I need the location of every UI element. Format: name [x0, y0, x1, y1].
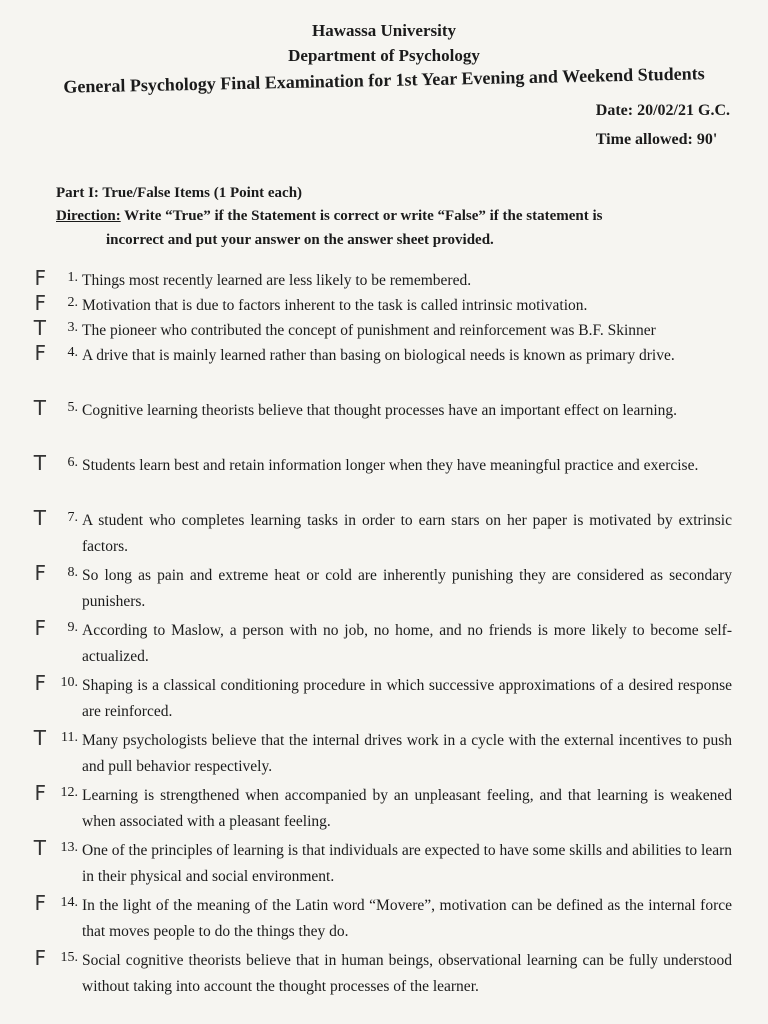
question-number: 12.	[60, 785, 78, 800]
question-text: In the light of the meaning of the Latin word “Movere”, motivation can be defined as the internal force that moves people to do the things they do.	[82, 897, 732, 940]
handwritten-answer-mark: F	[34, 671, 46, 695]
handwritten-answer-mark: F	[34, 616, 46, 640]
question-number: 2.	[67, 295, 78, 310]
question-number: 5.	[67, 400, 78, 415]
exam-header	[0, 0, 768, 97]
handwritten-answer-mark: F	[34, 266, 46, 290]
question-number: 13.	[60, 840, 78, 855]
question-text: Motivation that is due to factors inherent to the task is called intrinsic motivation.	[82, 297, 588, 314]
question-number: 6.	[67, 455, 78, 470]
question-number: 8.	[67, 565, 78, 580]
question-item	[0, 948, 768, 1003]
question-item	[0, 783, 768, 838]
handwritten-answer-mark: F	[34, 291, 46, 315]
question-item	[0, 453, 768, 508]
question-text: The pioneer who contributed the concept of punishment and reinforcement was B.F. Skinner	[82, 322, 656, 339]
question-text: Things most recently learned are less likely to be remembered.	[82, 272, 472, 289]
handwritten-answer-mark: F	[34, 946, 46, 970]
question-number: 14.	[60, 895, 78, 910]
part-one	[56, 182, 728, 252]
question-text: According to Maslow, a person with no job, no home, and no friends is more likely to become self-actualized.	[82, 622, 732, 665]
question-item	[0, 893, 768, 948]
question-number: 9.	[67, 620, 78, 635]
handwritten-answer-mark: F	[34, 891, 46, 915]
question-text: A student who completes learning tasks in order to earn stars on her paper is motivated by extrinsic factors.	[82, 512, 732, 555]
question-number: 4.	[67, 345, 78, 360]
handwritten-answer-mark: T	[33, 451, 46, 475]
direction-continuation: incorrect and put your answer on the answer sheet provided.	[106, 232, 494, 248]
question-number: 7.	[67, 510, 78, 525]
direction	[56, 204, 728, 252]
question-item	[0, 563, 768, 618]
department-name: Department of Psychology	[288, 46, 480, 65]
handwritten-answer-mark: T	[33, 836, 46, 860]
question-item	[0, 398, 768, 453]
exam-date: Date: 20/02/21 G.C.	[595, 102, 730, 119]
direction-text: Write “True” if the Statement is correct or write “False” if the statement is	[120, 208, 603, 224]
question-number: 1.	[67, 270, 78, 285]
handwritten-answer-mark: T	[33, 506, 46, 530]
question-item	[0, 343, 768, 398]
question-item	[0, 318, 768, 343]
question-number: 3.	[67, 320, 78, 335]
question-text: A drive that is mainly learned rather than basing on biological needs is known as primary drive.	[82, 347, 675, 364]
direction-label: Direction:	[56, 208, 121, 224]
question-item	[0, 508, 768, 563]
question-text: One of the principles of learning is that individuals are expected to have some skills and abilities to learn in their physical and social environment.	[82, 842, 732, 885]
question-item	[0, 728, 768, 783]
handwritten-answer-mark: F	[34, 341, 46, 365]
question-text: Shaping is a classical conditioning procedure in which successive approximations of a desired response are reinforced.	[82, 677, 732, 720]
question-text: So long as pain and extreme heat or cold are inherently punishing they are considered as secondary punishers.	[82, 567, 732, 610]
handwritten-answer-mark: T	[33, 396, 46, 420]
question-item	[0, 673, 768, 728]
handwritten-answer-mark: T	[33, 316, 46, 340]
university-name: Hawassa University	[311, 21, 457, 40]
exam-meta	[596, 96, 730, 154]
handwritten-answer-mark: F	[34, 561, 46, 585]
question-number: 11.	[61, 730, 78, 745]
question-item	[0, 618, 768, 673]
question-item	[0, 838, 768, 893]
question-text: Learning is strengthened when accompanied by an unpleasant feeling, and that learning is weakened when associated with a pleasant feeling.	[82, 787, 732, 830]
handwritten-answer-mark: T	[33, 726, 46, 750]
question-list	[0, 268, 768, 1003]
question-text: Cognitive learning theorists believe that thought processes have an important effect on learning.	[82, 402, 678, 419]
question-text: Many psychologists believe that the internal drives work in a cycle with the external incentives to push and pull behavior respectively.	[82, 732, 732, 775]
question-text: Students learn best and retain information longer when they have meaningful practice and exercise.	[82, 457, 699, 474]
part-title: Part I: True/False Items (1 Point each)	[56, 185, 303, 201]
time-allowed: Time allowed: 90'	[595, 131, 718, 148]
question-text: Social cognitive theorists believe that in human beings, observational learning can be fully understood without taking into account the thought processes of the learner.	[82, 952, 732, 995]
question-number: 10.	[60, 675, 78, 690]
question-item	[0, 293, 768, 318]
exam-title: General Psychology Final Examination for 1st Year Evening and Weekend Students	[63, 63, 705, 97]
handwritten-answer-mark: F	[34, 781, 46, 805]
question-number: 15.	[60, 950, 78, 965]
question-item	[0, 268, 768, 293]
